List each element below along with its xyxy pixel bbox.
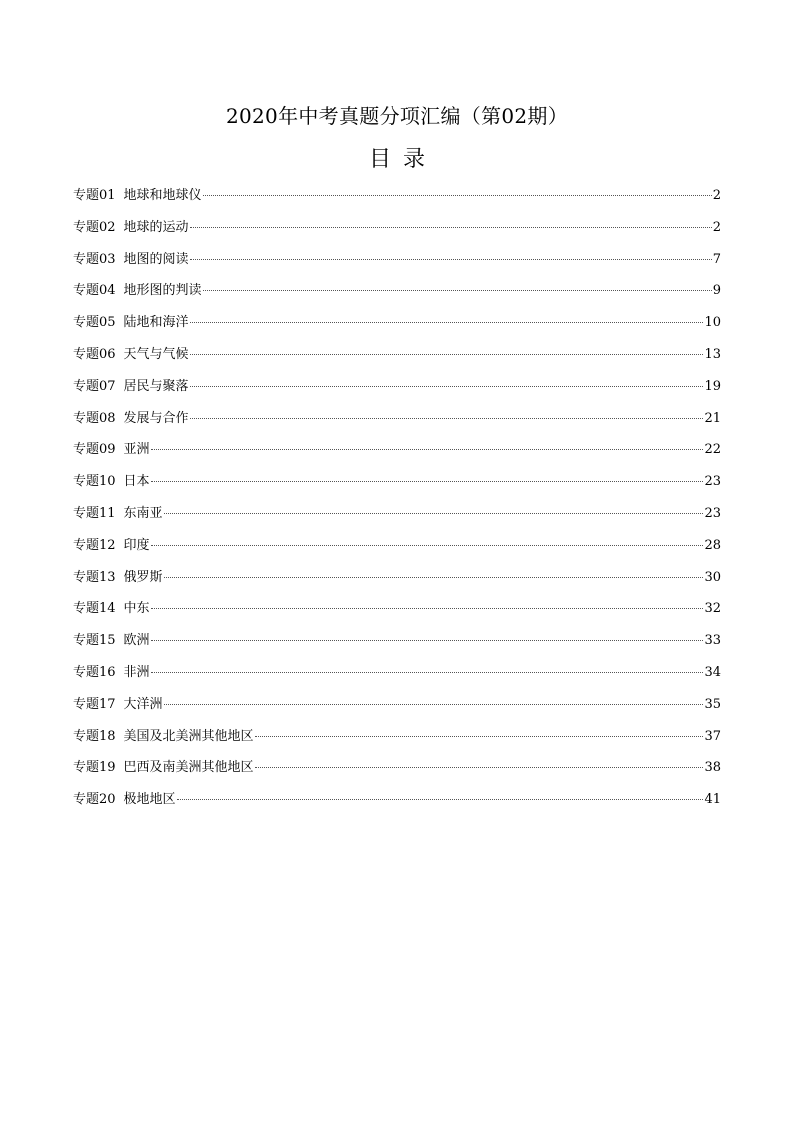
toc-dot-leader [151, 608, 704, 609]
toc-entry[interactable] [73, 726, 721, 758]
toc-entry-page: 30 [704, 569, 721, 585]
toc-entry-title: 发展与合作 [123, 410, 189, 426]
toc-dot-leader [190, 386, 704, 387]
toc-entry-number: 专题19 [73, 760, 116, 776]
toc-dot-leader [203, 290, 712, 291]
toc-entry-page: 9 [712, 283, 721, 299]
toc-entry-page: 41 [704, 792, 721, 808]
toc-dot-leader [151, 449, 704, 450]
toc-entry[interactable] [73, 757, 721, 789]
toc-entry-number: 专题20 [73, 792, 116, 808]
toc-entry-title: 日本 [123, 474, 150, 490]
toc-entry-number: 专题01 [73, 188, 116, 203]
toc-entry[interactable] [73, 439, 721, 471]
toc-entry-number: 专题06 [73, 346, 116, 362]
toc-entry-title: 中东 [123, 601, 150, 617]
toc-entry-page: 2 [712, 188, 721, 203]
toc-entry-number: 专题04 [73, 283, 116, 299]
toc-entry-title: 亚洲 [123, 442, 150, 458]
toc-dot-leader [255, 767, 704, 768]
toc-entry[interactable] [73, 503, 721, 535]
toc-entry-number: 专题07 [73, 378, 116, 394]
toc-dot-leader [164, 577, 704, 578]
toc-entry[interactable] [73, 249, 721, 281]
toc-entry-page: 19 [704, 378, 721, 394]
toc-entry-title: 大洋洲 [123, 696, 163, 712]
toc-entry-page: 21 [704, 410, 721, 426]
toc-entry[interactable] [73, 408, 721, 440]
toc-entry[interactable] [73, 630, 721, 662]
toc-entry-number: 专题13 [73, 569, 116, 585]
toc-entry-title: 地球和地球仪 [123, 188, 202, 203]
toc-entry-page: 23 [704, 474, 721, 490]
toc-entry-number: 专题14 [73, 601, 116, 617]
toc-entry-title: 极地地区 [123, 792, 176, 808]
toc-dot-leader [190, 322, 704, 323]
toc-entry-title: 居民与聚落 [123, 378, 189, 394]
toc-entry[interactable] [73, 217, 721, 249]
toc-dot-leader [190, 259, 712, 260]
toc-dot-leader [177, 799, 704, 800]
toc-dot-leader [151, 545, 704, 546]
toc-entry-title: 欧洲 [123, 633, 150, 649]
toc-entry[interactable] [73, 280, 721, 312]
toc-entry[interactable] [73, 471, 721, 503]
toc-entry[interactable] [73, 662, 721, 694]
toc-entry-page: 33 [704, 633, 721, 649]
toc-entry-number: 专题11 [73, 505, 116, 521]
toc-entry-title: 印度 [123, 537, 150, 553]
toc-entry-number: 专题18 [73, 728, 116, 744]
document-title: 2020年中考真题分项汇编（第02期） [225, 104, 569, 128]
toc-entry-title: 地球的运动 [123, 219, 189, 235]
toc-entry-title: 美国及北美洲其他地区 [123, 728, 254, 744]
toc-entry-page: 7 [712, 251, 721, 267]
toc-entry-title: 巴西及南美洲其他地区 [123, 760, 254, 776]
toc-dot-leader [164, 513, 704, 514]
toc-entry[interactable] [73, 694, 721, 726]
toc-entry-page: 28 [704, 537, 721, 553]
toc-entry-page: 34 [704, 664, 721, 680]
toc-entry[interactable] [73, 789, 721, 821]
toc-dot-leader [190, 227, 712, 228]
toc-entry-number: 专题12 [73, 537, 116, 553]
toc-entry[interactable] [73, 598, 721, 630]
toc-entry-page: 10 [704, 315, 721, 331]
toc-entry-number: 专题05 [73, 315, 116, 331]
toc-entry-title: 陆地和海洋 [123, 315, 189, 331]
toc-entry[interactable] [73, 344, 721, 376]
toc-entry-title: 俄罗斯 [123, 569, 163, 585]
toc-entry[interactable] [73, 567, 721, 599]
toc-entry[interactable] [73, 185, 721, 217]
toc-entry-number: 专题03 [73, 251, 116, 267]
toc-entry-page: 2 [712, 219, 721, 235]
toc-entry-page: 23 [704, 505, 721, 521]
toc-entry-number: 专题09 [73, 442, 116, 458]
toc-dot-leader [151, 672, 704, 673]
toc-entry-page: 22 [704, 442, 721, 458]
toc-dot-leader [255, 736, 704, 737]
toc-dot-leader [151, 481, 704, 482]
toc-entry-number: 专题16 [73, 664, 116, 680]
toc-entry-title: 东南亚 [123, 505, 163, 521]
toc-dot-leader [203, 195, 712, 196]
toc-heading: 目录 [368, 147, 437, 172]
toc-entry-page: 13 [704, 346, 721, 362]
toc-entry[interactable] [73, 376, 721, 408]
toc-entry-page: 35 [704, 696, 721, 712]
toc-dot-leader [164, 704, 704, 705]
toc-entry-number: 专题15 [73, 633, 116, 649]
toc-entry-page: 38 [704, 760, 721, 776]
table-of-contents [73, 185, 721, 821]
toc-entry-number: 专题02 [73, 219, 116, 235]
toc-entry[interactable] [73, 535, 721, 567]
toc-entry-title: 地形图的判读 [123, 283, 202, 299]
toc-entry[interactable] [73, 312, 721, 344]
toc-entry-number: 专题17 [73, 696, 116, 712]
toc-entry-title: 地图的阅读 [123, 251, 189, 267]
toc-dot-leader [190, 418, 704, 419]
toc-entry-number: 专题10 [73, 474, 116, 490]
toc-entry-title: 天气与气候 [123, 346, 189, 362]
toc-entry-page: 32 [704, 601, 721, 617]
toc-entry-title: 非洲 [123, 664, 150, 680]
toc-dot-leader [151, 640, 704, 641]
toc-entry-number: 专题08 [73, 410, 116, 426]
toc-entry-page: 37 [704, 728, 721, 744]
toc-dot-leader [190, 354, 704, 355]
